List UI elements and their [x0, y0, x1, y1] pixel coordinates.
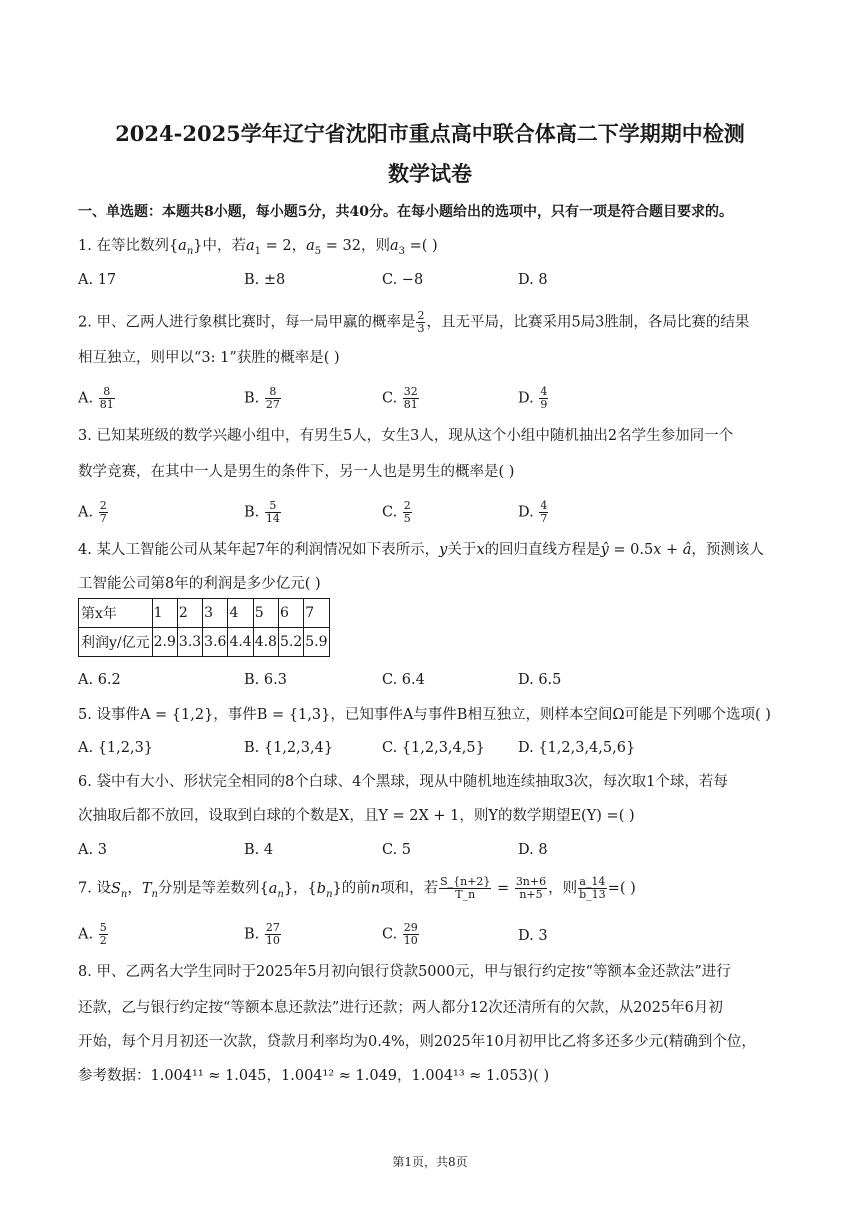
question-7: 7. 设$S_n$，$T_n$分别是等差数列$\{a_n\}$，$\{b_n\}$的前n项和，若 $\frac{S\_\{n+2\}}{T\_n}$ = $\frac{3n+6}{n+5}$ ，则 $\frac{a\_14}{b\_13}$ =( )	[78, 875, 636, 901]
question-8-line-2: 还款，乙与银行约定按“等额本息还款法”进行还款；两人都分12次还清所有的欠款，从2025年6月初	[78, 1000, 723, 1016]
q2-option-d: D. $\frac{4}{9}$	[518, 385, 548, 411]
table-cell: 6	[278, 599, 303, 628]
q7-option-c: C. $\frac{29}{10}$	[382, 921, 418, 947]
question-6-line-1: 6. 袋中有大小、形状完全相同的8个白球、4个黑球，现从中随机地连续抽取3次，每次取1个球，若每	[78, 774, 728, 790]
table-row	[79, 628, 330, 657]
table-cell: 3	[203, 599, 228, 628]
question-8-line-4: 参考数据：1.004¹¹ ≈ 1.045，1.004¹² ≈ 1.049，1.004¹³ ≈ 1.053)( )	[78, 1068, 550, 1084]
table-header-year: 第x年	[79, 599, 153, 628]
table-row	[79, 599, 330, 628]
q1-option-b: B. ±8	[244, 272, 286, 288]
q2-option-c: C. $\frac{32}{81}$	[382, 385, 418, 411]
q5-option-d: D. {1,2,3,4,5,6}	[518, 740, 636, 756]
table-header-profit: 利润y/亿元	[79, 628, 153, 657]
q3-option-d: D. $\frac{4}{7}$	[518, 499, 548, 525]
table-cell: 1	[152, 599, 177, 628]
q3-option-c: C. $\frac{2}{5}$	[382, 499, 411, 525]
q5-option-a: A. {1,2,3}	[78, 740, 154, 756]
page-footer: 第1页，共8页	[392, 1155, 468, 1169]
q4-option-b: B. 6.3	[244, 672, 287, 688]
q5-option-b: B. {1,2,3,4}	[244, 740, 334, 756]
q6-option-b: B. 4	[244, 842, 274, 858]
q5-option-c: C. {1,2,3,4,5}	[382, 740, 485, 756]
question-2-line-2: 相互独立，则甲以“3: 1”获胜的概率是( )	[78, 350, 340, 366]
q1-option-c: C. −8	[382, 272, 424, 288]
q3-option-b: B. $\frac{5}{14}$	[244, 499, 280, 525]
question-1: 1. 在等比数列$\{a_n\}$中，若$a_1 = 2$，$a_5 = 32$，则$a_3$ =( )	[78, 238, 438, 257]
question-3-line-2: 数学竞赛，在其中一人是男生的条件下，另一人也是男生的概率是( )	[78, 464, 515, 480]
question-4-line-2: 工智能公司第8年的利润是多少亿元( )	[78, 576, 321, 592]
q2-option-a: A. $\frac{8}{81}$	[78, 385, 114, 411]
table-cell: 3.3	[177, 628, 202, 657]
profit-table	[78, 598, 330, 657]
table-cell: 5	[253, 599, 278, 628]
table-cell: 7	[304, 599, 329, 628]
question-3-line-1: 3. 已知某班级的数学兴趣小组中，有男生5人，女生3人，现从这个小组中随机抽出2名学生参加同一个	[78, 428, 734, 444]
q7-option-d: D. 3	[518, 928, 548, 944]
exam-title: 2024-2025学年辽宁省沈阳市重点高中联合体高二下学期期中检测	[115, 121, 745, 146]
question-2-line-1: 2. 甲、乙两人进行象棋比赛时，每一局甲赢的概率是 $\frac{2}{3}$ ，且无平局，比赛采用5局3胜制，各局比赛的结果	[78, 309, 750, 335]
table-cell: 5.2	[278, 628, 303, 657]
table-cell: 4.4	[228, 628, 253, 657]
q4-option-d: D. 6.5	[518, 672, 562, 688]
question-6-line-2: 次抽取后都不放回，设取到白球的个数是X，且Y = 2X + 1，则Y的数学期望E(Y) =( )	[78, 808, 635, 824]
q1-option-a: A. 17	[78, 272, 117, 288]
table-cell: 4	[228, 599, 253, 628]
question-4-line-1: 4. 某人工智能公司从某年起7年的利润情况如下表所示，y关于x的回归直线方程是ŷ = 0.5x + â，预测该人	[78, 542, 764, 558]
question-8-line-1: 8. 甲、乙两名大学生同时于2025年5月初向银行贷款5000元，甲与银行约定按“等额本金还款法”进行	[78, 964, 731, 980]
table-cell: 2	[177, 599, 202, 628]
question-8-line-3: 开始，每个月月初还一次款，贷款月利率均为0.4%，则2025年10月初甲比乙将多还多少元(精确到个位，	[78, 1034, 756, 1050]
table-cell: 2.9	[152, 628, 177, 657]
q7-option-b: B. $\frac{27}{10}$	[244, 921, 280, 947]
exam-subtitle: 数学试卷	[388, 161, 472, 186]
q3-option-a: A. $\frac{2}{7}$	[78, 499, 107, 525]
q1-option-d: D. 8	[518, 272, 548, 288]
q4-option-a: A. 6.2	[78, 672, 121, 688]
q4-option-c: C. 6.4	[382, 672, 425, 688]
q6-option-c: C. 5	[382, 842, 412, 858]
table-cell: 5.9	[304, 628, 329, 657]
table-cell: 3.6	[203, 628, 228, 657]
table-cell: 4.8	[253, 628, 278, 657]
q6-option-a: A. 3	[78, 842, 107, 858]
q6-option-d: D. 8	[518, 842, 548, 858]
q7-option-a: A. $\frac{5}{2}$	[78, 921, 107, 947]
section-heading: 一、单选题：本题共8小题，每小题5分，共40分。在每小题给出的选项中，只有一项是符合题目要求的。	[78, 204, 733, 220]
q2-option-b: B. $\frac{8}{27}$	[244, 385, 280, 411]
question-5: 5. 设事件A = {1,2}，事件B = {1,3}，已知事件A与事件B相互独立，则样本空间Ω可能是下列哪个选项( )	[78, 707, 771, 723]
